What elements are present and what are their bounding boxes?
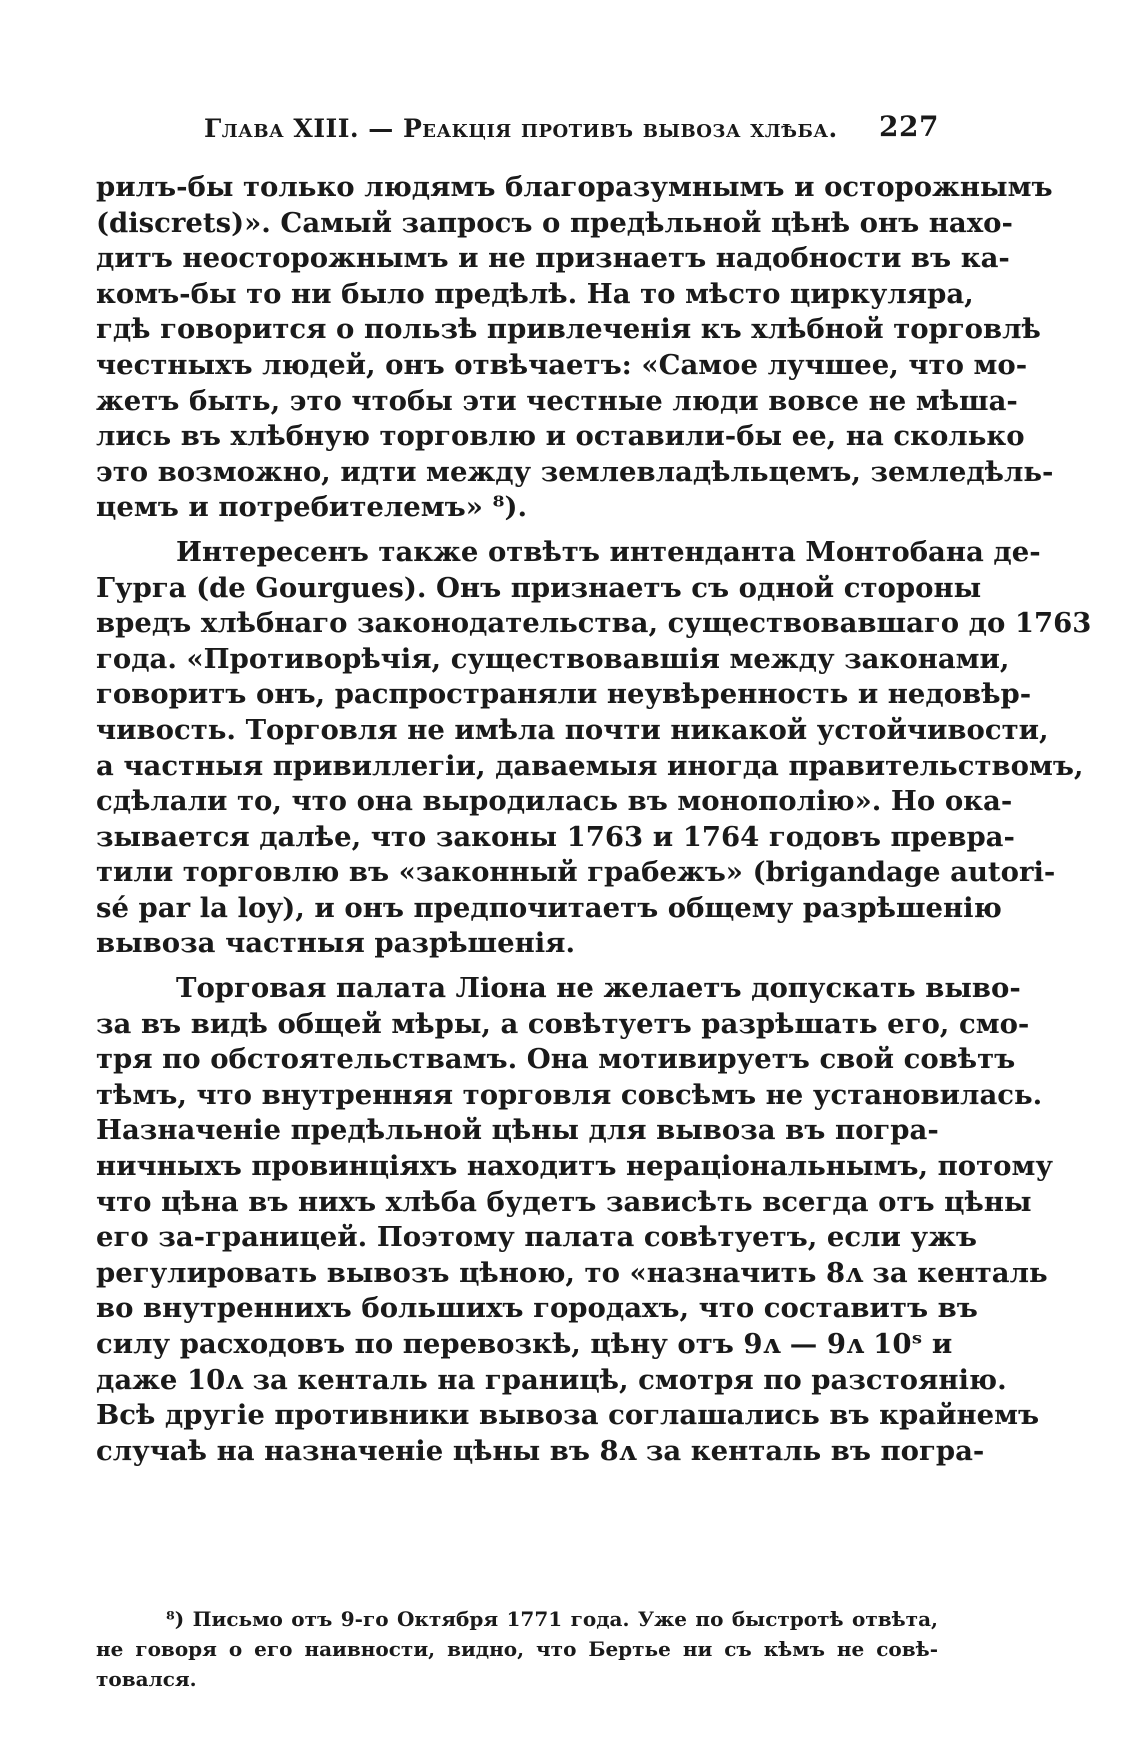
text-line: Торговая палата Ліона не желаетъ допускать выво-: [176, 972, 1021, 1005]
text-line: цемъ и потребителемъ» ⁸).: [96, 491, 528, 524]
text-line: во внутреннихъ большихъ городахъ, что составитъ въ: [96, 1292, 978, 1325]
running-title: Глава XIII. — Реакція противъ вывоза хлѣба.: [204, 114, 838, 143]
footnote-line: товался.: [96, 1667, 197, 1691]
paragraph-2: [96, 535, 1092, 962]
text-line: тря по обстоятельствамъ. Она мотивируетъ свой совѣтъ: [96, 1043, 1016, 1076]
text-line: чивость. Торговля не имѣла почти никакой устойчивости,: [96, 713, 1049, 746]
text-line: sé par la loy), и онъ предпочитаетъ общему разрѣшенію: [96, 891, 1002, 924]
text-line: силу расходовъ по перевозкѣ, цѣну отъ 9ᴧ — 9ᴧ 10ˢ и: [96, 1328, 953, 1360]
text-line: зывается далѣе, что законы 1763 и 1764 годовъ превра-: [96, 820, 1015, 853]
paragraph-3: [96, 971, 1053, 1469]
text-line: сдѣлали то, что она выродилась въ монополію». Но ока-: [96, 785, 1013, 818]
text-line: жетъ быть, это чтобы эти честные люди вовсе не мѣша-: [96, 384, 1018, 417]
text-line: Интересенъ также отвѣтъ интенданта Монтобана де-: [176, 535, 1041, 568]
text-line: даже 10ᴧ за кенталь на границѣ, смотря по разстоянію.: [96, 1363, 1007, 1396]
text-line: вывоза частныя разрѣшенія.: [96, 927, 576, 960]
text-line: Всѣ другіе противники вывоза соглашались въ крайнемъ: [96, 1399, 1040, 1432]
text-line: (discrets)». Самый запросъ о предѣльной цѣнѣ онъ нахо-: [96, 206, 1013, 239]
text-line: говоритъ онъ, распространяли неувѣренность и недовѣр-: [96, 678, 1032, 711]
text-line: его за-границей. Поэтому палата совѣтуетъ, если ужъ: [96, 1221, 977, 1254]
text-line: лись въ хлѣбную торговлю и оставили-бы ее, на сколько: [96, 420, 1025, 453]
text-line: рилъ-бы только людямъ благоразумнымъ и осторожнымъ: [96, 171, 1053, 203]
text-line: что цѣна въ нихъ хлѣба будетъ зависѣть всегда отъ цѣны: [96, 1185, 1032, 1218]
text-line: честныхъ людей, онъ отвѣчаетъ: «Самое лучшее, что мо-: [96, 348, 1028, 381]
text-line: случаѣ на назначеніе цѣны въ 8ᴧ за кенталь въ погра-: [96, 1434, 985, 1467]
text-line: Гурга (de Gourgues). Онъ признаетъ съ одной стороны: [96, 571, 982, 604]
text-line: ничныхъ провинціяхъ находитъ нераціональнымъ, потому: [96, 1150, 1053, 1183]
text-line: за въ видѣ общей мѣры, а совѣтуетъ разрѣшать его, смо-: [96, 1007, 1030, 1040]
text-line: тѣмъ, что внутренняя торговля совсѣмъ не установилась.: [96, 1078, 1043, 1111]
text-line: гдѣ говорится о пользѣ привлеченія къ хлѣбной торговлѣ: [96, 313, 1041, 346]
page-header: [204, 108, 939, 148]
page-number: 227: [879, 110, 939, 143]
footnote: [96, 1604, 938, 1694]
text-line: регулировать вывозъ цѣною, то «назначить 8ᴧ за кенталь: [96, 1256, 1048, 1289]
text-line: Назначеніе предѣльной цѣны для вывоза въ погра-: [96, 1114, 939, 1147]
body-text: [96, 170, 1092, 1469]
text-line: а частныя привиллегіи, даваемыя иногда правительствомъ,: [96, 749, 1084, 782]
footnote-line: не говоря о его наивности, видно, что Бертье ни съ кѣмъ не совѣ-: [96, 1637, 938, 1661]
text-line: дитъ неосторожнымъ и не признаетъ надобности въ ка-: [96, 242, 1010, 275]
text-line: года. «Противорѣчія, существовавшія между законами,: [96, 642, 1010, 675]
paragraph-1: [96, 170, 1054, 526]
text-line: тили торговлю въ «законный грабежъ» (brigandage autori-: [96, 856, 1056, 889]
text-line: вредъ хлѣбнаго законодательства, существовавшаго до 1763: [96, 607, 1092, 640]
text-line: комъ-бы то ни было предѣлѣ. На то мѣсто циркуляра,: [96, 277, 974, 310]
text-line: это возможно, идти между землевладѣльцемъ, земледѣль-: [96, 455, 1054, 488]
footnote-line: ⁸) Письмо отъ 9-го Октября 1771 года. Уже по быстротѣ отвѣта,: [166, 1607, 938, 1631]
